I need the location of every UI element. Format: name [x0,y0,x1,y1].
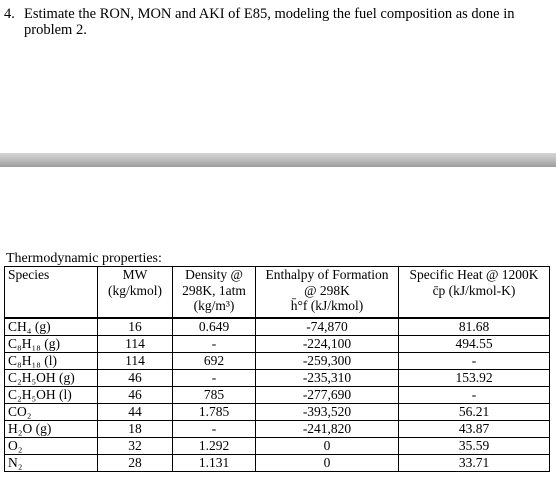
species-cell: CH₄ (g) [5,318,98,336]
value-cell: -235,310 [256,369,399,386]
header-enthalpy [256,267,399,318]
value-cell: 16 [98,318,173,336]
species-cell: C₂H₅OH (l) [5,386,98,403]
value-cell: 0 [256,437,399,454]
header-mw-line-1: MW [122,267,148,282]
table-row [5,403,550,420]
value-cell: 0.649 [173,318,256,336]
header-specific-heat-line-2: c̄p (kJ/kmol-K) [432,282,516,298]
value-cell: 32 [98,437,173,454]
header-density [173,267,256,318]
value-cell: -259,300 [256,352,399,369]
species-cell: C₈H₁₈ (g) [5,335,98,352]
value-cell: 114 [98,335,173,352]
header-enthalpy-line-3: h̄°f (kJ/kmol) [290,298,364,313]
value-cell: -393,520 [256,403,399,420]
value-cell: - [399,352,550,369]
value-cell: 43.87 [399,420,550,437]
value-cell: - [173,369,256,386]
species-cell: O₂ [5,437,98,454]
section-divider [0,153,556,167]
value-cell: 114 [98,352,173,369]
table-row [5,352,550,369]
value-cell: - [399,386,550,403]
problem-text [4,6,544,38]
table-row [5,420,550,437]
value-cell: - [173,420,256,437]
header-enthalpy-line-1: Enthalpy of Formation [265,267,389,282]
value-cell: 692 [173,352,256,369]
value-cell: -241,820 [256,420,399,437]
value-cell: 44 [98,403,173,420]
value-cell: 46 [98,386,173,403]
value-cell: -224,100 [256,335,399,352]
header-species [5,267,98,318]
value-cell: 1.131 [173,454,256,471]
value-cell: 33.71 [399,454,550,471]
table-row [5,369,550,386]
value-cell: 28 [98,454,173,471]
thermo-properties-table [4,266,550,472]
value-cell: 46 [98,369,173,386]
species-cell: H₂O (g) [5,420,98,437]
table-row [5,437,550,454]
species-cell: C₈H₁₈ (l) [5,352,98,369]
header-specific-heat-line-1: Specific Heat @ 1200K [409,267,539,282]
value-cell: -277,690 [256,386,399,403]
value-cell: 1.292 [173,437,256,454]
value-cell: 35.59 [399,437,550,454]
problem-line-2: problem 2. [24,22,87,38]
header-specific-heat [399,267,550,318]
header-mw-line-2: (kg/kmol) [108,282,162,298]
table-body [5,318,550,472]
table-caption: Thermodynamic properties: [6,251,162,266]
value-cell: 56.21 [399,403,550,420]
header-mw [98,267,173,318]
table-row [5,386,550,403]
species-cell: CO₂ [5,403,98,420]
value-cell: 18 [98,420,173,437]
value-cell: -74,870 [256,318,399,336]
value-cell: 785 [173,386,256,403]
problem-number: 4. [4,6,15,22]
table-row [5,335,550,352]
value-cell: 153.92 [399,369,550,386]
species-cell: C₂H₅OH (g) [5,369,98,386]
header-density-line-2: 298K, 1atm [182,282,246,298]
header-enthalpy-line-2: @ 298K [304,282,350,298]
species-cell: N₂ [5,454,98,471]
value-cell: 81.68 [399,318,550,336]
value-cell: 1.785 [173,403,256,420]
value-cell: - [173,335,256,352]
table-row [5,318,550,336]
header-species-line-1: Species [8,267,50,282]
table-header-row [5,267,550,318]
value-cell: 494.55 [399,335,550,352]
table-row [5,454,550,471]
value-cell: 0 [256,454,399,471]
problem-line-1: Estimate the RON, MON and AKI of E85, modeling the fuel composition as done in [24,6,515,22]
header-density-line-1: Density @ [185,267,243,282]
header-density-line-3: (kg/m³) [193,298,235,313]
